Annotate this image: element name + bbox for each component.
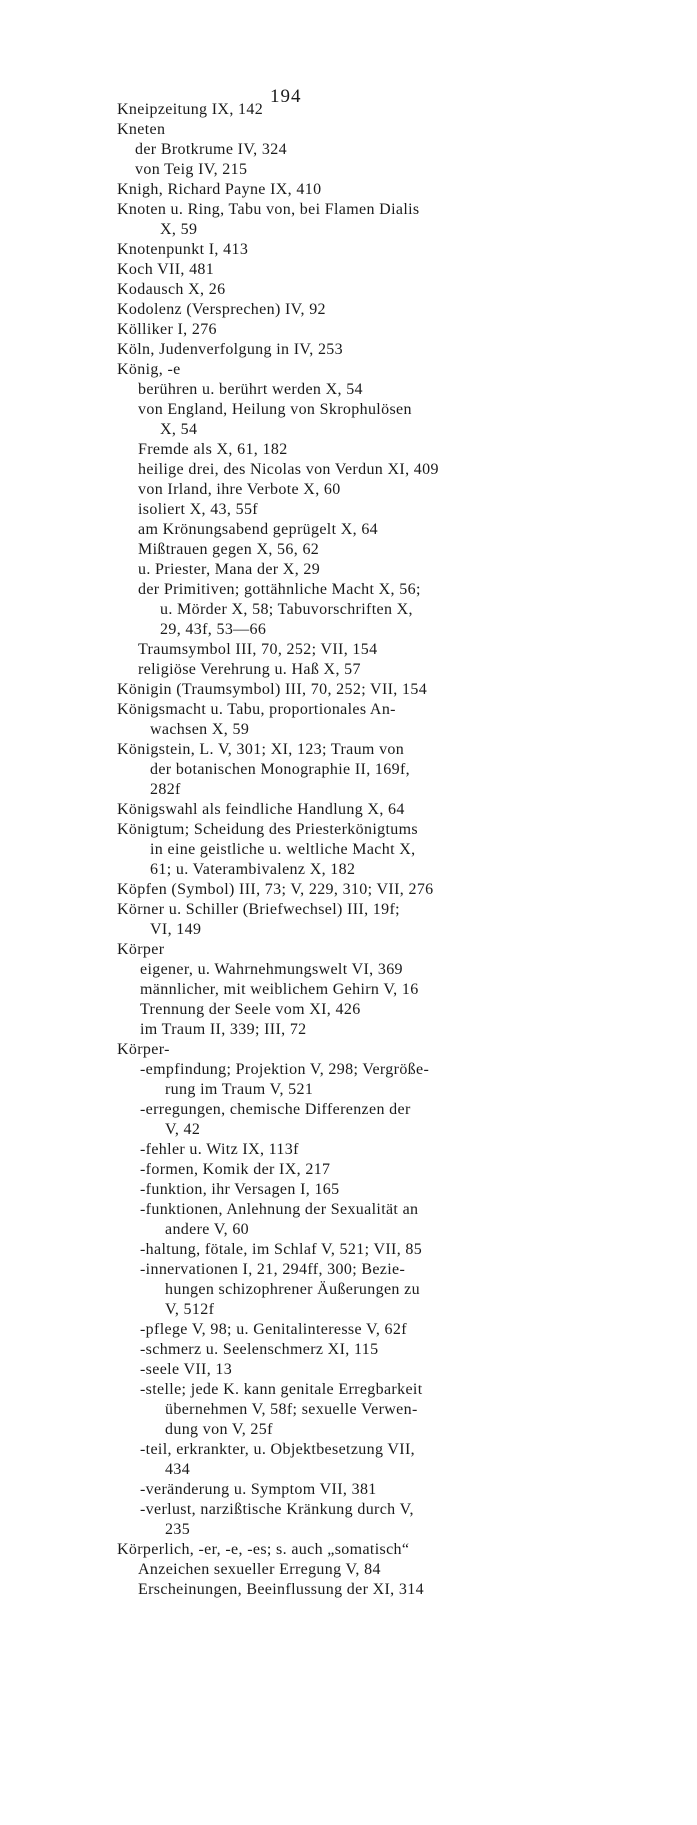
index-subentry: Fremde als X, 61, 182 xyxy=(138,441,288,458)
index-entry: Kodausch X, 26 xyxy=(117,281,226,298)
index-entry: Kneipzeitung IX, 142 xyxy=(117,101,264,118)
index-subentry: -funktionen, Anlehnung der Sexualität an xyxy=(140,1201,419,1218)
index-subentry: -veränderung u. Symptom VII, 381 xyxy=(140,1481,377,1498)
index-entry: Kneten xyxy=(117,121,166,138)
index-continuation: 29, 43f, 53—66 xyxy=(160,621,267,638)
index-entry: Knotenpunkt I, 413 xyxy=(117,241,249,258)
index-entry: Koch VII, 481 xyxy=(117,261,215,278)
index-continuation: rung im Traum V, 521 xyxy=(165,1081,314,1098)
index-subentry: isoliert X, 43, 55f xyxy=(138,501,258,518)
index-subentry: religiöse Verehrung u. Haß X, 57 xyxy=(138,661,361,678)
index-subentry: -fehler u. Witz IX, 113f xyxy=(140,1141,299,1158)
index-continuation: hungen schizophrener Äußerungen zu xyxy=(165,1281,420,1298)
index-continuation: u. Mörder X, 58; Tabuvorschriften X, xyxy=(160,601,413,618)
index-subentry: -erregungen, chemische Differenzen der xyxy=(140,1101,411,1118)
index-subentry: Traumsymbol III, 70, 252; VII, 154 xyxy=(138,641,378,658)
index-subentry: -seele VII, 13 xyxy=(140,1361,233,1378)
index-entry: Königsmacht u. Tabu, proportionales An- xyxy=(117,701,396,718)
index-subentry: am Krönungsabend geprügelt X, 64 xyxy=(138,521,379,538)
index-entry: Knoten u. Ring, Tabu von, bei Flamen Dialis xyxy=(117,201,420,218)
index-subentry: von Irland, ihre Verbote X, 60 xyxy=(138,481,341,498)
index-entry: Königin (Traumsymbol) III, 70, 252; VII, 154 xyxy=(117,681,428,698)
index-subentry: -innervationen I, 21, 294ff, 300; Bezie- xyxy=(140,1261,406,1278)
index-continuation: 434 xyxy=(165,1461,191,1478)
index-subentry: -stelle; jede K. kann genitale Erregbarkeit xyxy=(140,1381,423,1398)
index-subentry: der Primitiven; gottähnliche Macht X, 56; xyxy=(138,581,421,598)
index-entry: Kölliker I, 276 xyxy=(117,321,217,338)
index-subentry: männlicher, mit weiblichem Gehirn V, 16 xyxy=(140,981,419,998)
index-entry: Körner u. Schiller (Briefwechsel) III, 19f; xyxy=(117,901,400,918)
index-continuation: V, 512f xyxy=(165,1301,215,1318)
index-subentry: heilige drei, des Nicolas von Verdun XI, 409 xyxy=(138,461,439,478)
index-entry: König, -e xyxy=(117,361,181,378)
index-continuation: wachsen X, 59 xyxy=(150,721,250,738)
index-entry: Körperlich, -er, -e, -es; s. auch „somatisch“ xyxy=(117,1541,410,1558)
index-subentry: Trennung der Seele vom XI, 426 xyxy=(140,1001,361,1018)
index-continuation: übernehmen V, 58f; sexuelle Verwen- xyxy=(165,1401,418,1418)
index-subentry: -empfindung; Projektion V, 298; Vergröße- xyxy=(140,1061,430,1078)
index-continuation: andere V, 60 xyxy=(165,1221,250,1238)
index-subentry: Anzeichen sexueller Erregung V, 84 xyxy=(138,1561,381,1578)
index-entry: Köpfen (Symbol) III, 73; V, 229, 310; VII, 276 xyxy=(117,881,434,898)
index-entry: Körper xyxy=(117,941,165,958)
index-subentry: von England, Heilung von Skrophulösen xyxy=(138,401,412,418)
index-entry: Köln, Judenverfolgung in IV, 253 xyxy=(117,341,343,358)
index-subentry: von Teig IV, 215 xyxy=(135,161,248,178)
index-subentry: berühren u. berührt werden X, 54 xyxy=(138,381,363,398)
index-subentry: -pflege V, 98; u. Genitalinteresse V, 62f xyxy=(140,1321,407,1338)
index-subentry: der Brotkrume IV, 324 xyxy=(135,141,287,158)
index-subentry: -verlust, narzißtische Kränkung durch V, xyxy=(140,1501,414,1518)
index-subentry: Erscheinungen, Beeinflussung der XI, 314 xyxy=(138,1581,424,1598)
index-continuation: 235 xyxy=(165,1521,191,1538)
index-entry: Körper- xyxy=(117,1041,170,1058)
index-continuation: in eine geistliche u. weltliche Macht X, xyxy=(150,841,416,858)
index-subentry: -formen, Komik der IX, 217 xyxy=(140,1161,331,1178)
index-subentry: eigener, u. Wahrnehmungswelt VI, 369 xyxy=(140,961,403,978)
index-subentry: -teil, erkrankter, u. Objektbesetzung VII, xyxy=(140,1441,416,1458)
index-continuation: 61; u. Vaterambivalenz X, 182 xyxy=(150,861,356,878)
index-subentry: u. Priester, Mana der X, 29 xyxy=(138,561,321,578)
index-continuation: V, 42 xyxy=(165,1121,201,1138)
index-continuation: X, 54 xyxy=(160,421,198,438)
index-continuation: dung von V, 25f xyxy=(165,1421,273,1438)
index-subentry: -funktion, ihr Versagen I, 165 xyxy=(140,1181,340,1198)
index-subentry: im Traum II, 339; III, 72 xyxy=(140,1021,307,1038)
index-continuation: der botanischen Monographie II, 169f, xyxy=(150,761,410,778)
index-subentry: -haltung, fötale, im Schlaf V, 521; VII, 85 xyxy=(140,1241,423,1258)
index-continuation: X, 59 xyxy=(160,221,198,238)
page-number: 194 xyxy=(270,86,302,107)
index-entry: Königtum; Scheidung des Priesterkönigtums xyxy=(117,821,418,838)
index-subentry: Mißtrauen gegen X, 56, 62 xyxy=(138,541,320,558)
index-entry: Kodolenz (Versprechen) IV, 92 xyxy=(117,301,326,318)
index-entry: Königswahl als feindliche Handlung X, 64 xyxy=(117,801,405,818)
index-entry: Knigh, Richard Payne IX, 410 xyxy=(117,181,322,198)
index-continuation: 282f xyxy=(150,781,181,798)
index-continuation: VI, 149 xyxy=(150,921,202,938)
index-entry: Königstein, L. V, 301; XI, 123; Traum von xyxy=(117,741,405,758)
index-subentry: -schmerz u. Seelenschmerz XI, 115 xyxy=(140,1341,379,1358)
